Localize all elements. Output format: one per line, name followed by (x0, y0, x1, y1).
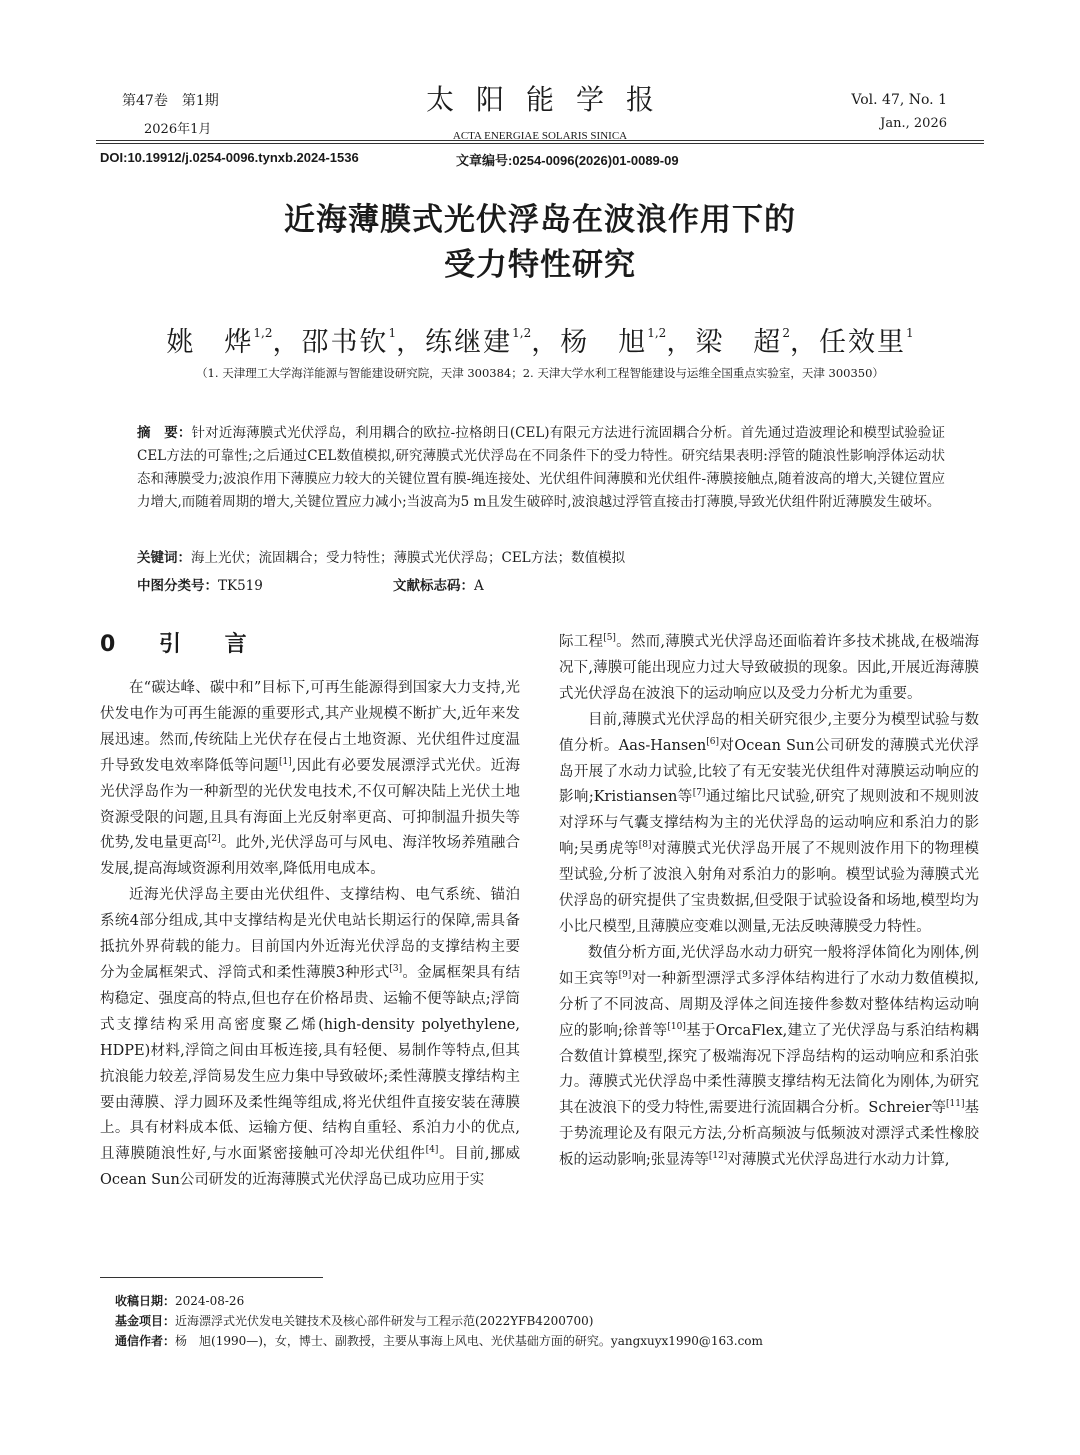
corresponding-author: 通信作者：杨 旭(1990—)，女，博士、副教授，主要从事海上风电、光伏基础方面的研究。yangxuyx1990@163.com (115, 1334, 763, 1348)
doc-code-label: 文献标志码： (393, 578, 474, 593)
paragraph: 目前,薄膜式光伏浮岛的相关研究很少,主要分为模型试验与数值分析。Aas-Hansen[6]对Ocean Sun公司研发的薄膜式光伏浮岛开展了水动力试验,比较了有无安装光伏组件对薄膜运动响应的影响;Kristiansen等[7]通过缩比尺试验,研究了规则波和不规则波对浮环与气囊支撑结构为主的光伏浮岛的运动响应和系泊力的影响;吴勇虎等[8]对薄膜式光伏浮岛开展了不规则波作用下的物理模型试验,分析了波浪入射角对系泊力的影响。模型试验为薄膜式光伏浮岛的研究提供了宝贵数据,但受限于试验设备和场地,模型均为小比尺模型,且薄膜应变难以测量,无法反映薄膜受力特性。 (559, 711, 980, 935)
abstract-text: 针对近海薄膜式光伏浮岛，利用耦合的欧拉-拉格朗日(CEL)有限元方法进行流固耦合分析。首先通过造波理论和模型试验验证CEL方法的可靠性;之后通过CEL数值模拟,研究薄膜式光伏浮岛在不同条件下的受力特性。研究结果表明:浮管的随浪性影响浮体运动状态和薄膜受力;波浪作用下薄膜应力较大的关键位置有膜-绳连接处、光伏组件间薄膜和光伏组件-薄膜接触点,随着波高的增大,关键位置应力增大,而随着周期的增大,关键位置应力减小;当波高为5 m且发生破碎时,波浪越过浮管直接击打薄膜,导致光伏组件附近薄膜发生破坏。 (137, 425, 945, 510)
author: 邵书钦$^1$ (301, 326, 397, 358)
journal-header (380, 78, 700, 142)
volume-en: Vol. 47, No. 1 (851, 92, 947, 108)
header-left (122, 90, 219, 137)
author: 任效里$^1$ (818, 326, 914, 358)
abstract-label: 摘 要： (137, 425, 192, 440)
doi: DOI:10.19912/j.0254-0096.tynxb.2024-1536 (100, 150, 359, 165)
title-line-1: 近海薄膜式光伏浮岛在波浪作用下的 (284, 202, 796, 238)
paragraph: 数值分析方面,光伏浮岛水动力研究一般将浮体简化为刚体,例如王宾等[9]对一种新型漂浮式多浮体结构进行了水动力数值模拟,分析了不同波高、周期及浮体之间连接件参数对整体结构运动响应的影响;徐普等[10]基于OrcaFlex,建立了光伏浮岛与系泊结构耦合数值计算模型,探究了极端海况下浮岛结构的运动响应和系泊张力。薄膜式光伏浮岛中柔性薄膜支撑结构无法简化为刚体,为研究其在波浪下的受力特性,需要进行流固耦合分析。Schreier等[11]基于势流理论及有限元方法,分析高频波与低频波对漂浮式柔性橡胶板的运动影响;张显涛等[12]对薄膜式光伏浮岛进行水动力计算, (559, 944, 979, 1169)
keywords-text: 海上光伏；流固耦合；受力特性；薄膜式光伏浮岛；CEL方法；数值模拟 (191, 550, 626, 566)
footnotes (115, 1291, 763, 1351)
journal-title-en: ACTA ENERGIAE SOLARIS SINICA (452, 130, 628, 142)
journal-title-cn: 太阳能学报 (425, 83, 676, 116)
abstract (137, 421, 945, 514)
header-rule (96, 140, 984, 141)
received-date: 收稿日期：2024-08-26 (115, 1294, 245, 1308)
document-code (393, 574, 484, 594)
paragraph: 在“碳达峰、碳中和”目标下,可再生能源得到国家大力支持,光伏发电作为可再生能源的重要形式,其产业规模不断扩大,近年来发展迅速。然而,传统陆上光伏存在侵占土地资源、光伏组件过度温升导致发电效率降低等问题[1],因此有必要发展漂浮式光伏。近海光伏浮岛作为一种新型的光伏发电技术,不仅可解决陆上光伏土地资源受限的问题,且具有海面上光反射率更高、可抑制温升损失等优势,发电量更高[2]。此外,光伏浮岛可与风电、海洋牧场养殖融合发展,提高海域资源利用效率,降低用电成本。 (100, 680, 521, 878)
date-en: Jan., 2026 (880, 116, 947, 131)
section-heading: 0 引 言 (100, 632, 265, 657)
classification-value: TK519 (218, 578, 263, 594)
author: 练继建$^{1,2}$ (425, 326, 532, 358)
classification-label: 中图分类号： (137, 578, 218, 593)
keywords (137, 546, 625, 566)
right-column (559, 630, 979, 1174)
header-rule-double (96, 143, 984, 144)
author: 姚 烨$^{1,2}$ (166, 326, 273, 358)
doc-code-value: A (474, 578, 484, 594)
volume-issue: 第47卷 第1期 (122, 93, 219, 109)
classification (137, 574, 263, 594)
author: 杨 旭$^{1,2}$ (560, 326, 667, 358)
left-column (100, 630, 520, 1194)
paragraph: 近海光伏浮岛主要由光伏组件、支撑结构、电气系统、锚泊系统4部分组成,其中支撑结构是光伏电站长期运行的保障,需具备抵抗外界荷载的能力。目前国内外近海光伏浮岛的支撑结构主要分为金属框架式、浮筒式和柔性薄膜3种形式[3]。金属框架具有结构稳定、强度高的特点,但也存在价格昂贵、运输不便等缺点;浮筒式支撑结构采用高密度聚乙烯(high-density polyethylene, HDPE)材料,浮筒之间由耳板连接,具有轻便、易制作等特点,但其抗浪能力较差,浮筒易发生应力集中导致破坏;柔性薄膜支撑结构主要由薄膜、浮力圆环及柔性绳等组成,将光伏组件直接安装在薄膜上。具有材料成本低、运输方便、结构自重轻、系泊力小的优点,且薄膜随浪性好,与水面紧密接触可冷却光伏组件[4]。目前,挪威Ocean Sun公司研发的近海薄膜式光伏浮岛已成功应用于实 (100, 887, 521, 1189)
article-number: 文章编号:0254-0096(2026)01-0089-09 (456, 153, 679, 168)
affiliations: （1. 天津理工大学海洋能源与智能建设研究院，天津 300384；2. 天津大学水利工程智能建设与运维全国重点实验室，天津 300350） (196, 366, 884, 380)
date-cn: 2026年1月 (144, 122, 212, 137)
author-list: 姚 烨$^{1,2}$，邵书钦$^1$，练继建$^{1,2}$，杨 旭$^{1,2}$，梁 超$^2$，任效里$^1$ (166, 326, 914, 358)
title-line-2: 受力特性研究 (444, 247, 636, 283)
paper-title (0, 198, 1080, 288)
fund-project: 基金项目：近海漂浮式光伏发电关键技术及核心部件研发与工程示范(2022YFB4200700) (115, 1314, 594, 1328)
keywords-label: 关键词： (137, 550, 191, 565)
footnote-rule (100, 1277, 323, 1278)
paragraph: 际工程[5]。然而,薄膜式光伏浮岛还面临着许多技术挑战,在极端海况下,薄膜可能出现应力过大导致破损的现象。因此,开展近海薄膜式光伏浮岛在波浪下的运动响应以及受力分析尤为重要。 (559, 633, 980, 702)
header-right (851, 92, 947, 131)
author: 梁 超$^2$ (695, 326, 790, 358)
